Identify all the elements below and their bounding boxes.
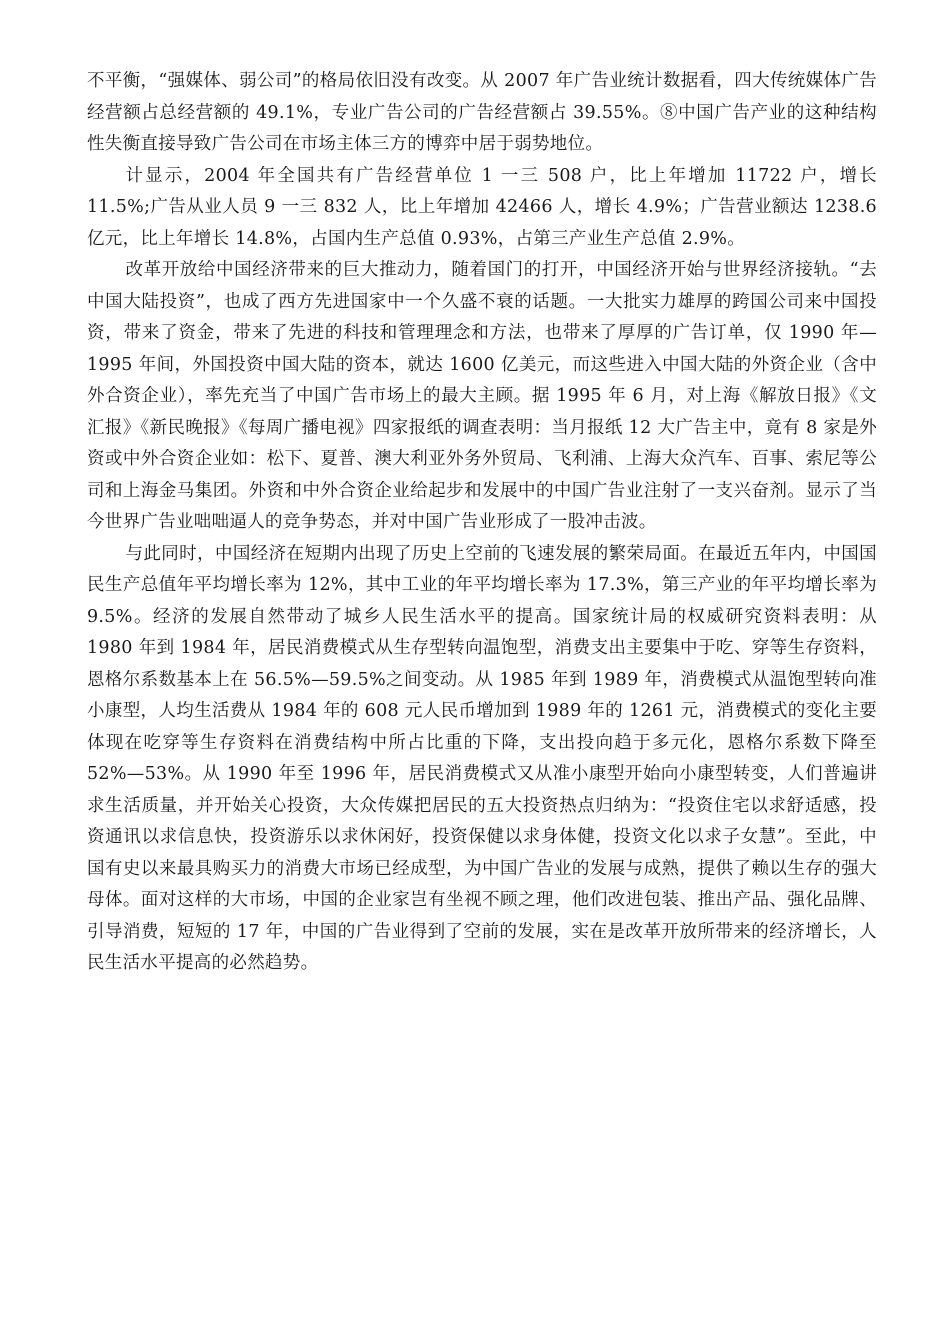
paragraph-1: 不平衡，“强媒体、弱公司”的格局依旧没有改变。从 2007 年广告业统计数据看，四大传统媒体广告经营额占总经营额的 49.1%，专业广告公司的广告经营额占 39.55%。⑧中国广告产业的这种结构性失衡直接导致广告公司在市场主体三方的博弈中居于弱势地位。 [87,71,877,154]
document-page [87,66,877,980]
paragraph-4: 与此同时，中国经济在短期内出现了历史上空前的飞速发展的繁荣局面。在最近五年内，中国国民生产总值年平均增长率为 12%，其中工业的年平均增长率为 17.3%，第三产业的年平均增长率为 9.5%。经济的发展自然带动了城乡人民生活水平的提高。国家统计局的权威研究资料表明：从 1980 年到 1984 年，居民消费模式从生存型转向温饱型，消费支出主要集中于吃、穿等生存资料，恩格尔系数基本上在 56.5%—59.5%之间变动。从 1985 年到 1989 年，消费模式从温饱型转向准小康型，人均生活费从 1984 年的 608 元人民币增加到 1989 年的 1261 元，消费模式的变化主要体现在吃穿等生存资料在消费结构中所占比重的下降，支出投向趋于多元化，恩格尔系数下降至 52%—53%。从 1990 年至 1996 年，居民消费模式又从准小康型开始向小康型转变，人们普遍讲求生活质量，并开始关心投资，大众传媒把居民的五大投资热点归纳为：“投资住宅以求舒适感，投资通讯以求信息快，投资游乐以求休闲好，投资保健以求身体健，投资文化以求子女慧”。至此，中国有史以来最具购买力的消费大市场已经成型，为中国广告业的发展与成熟，提供了赖以生存的强大母体。面对这样的大市场，中国的企业家岂有坐视不顾之理，他们改进包装、推出产品、强化品牌、引导消费，短短的 17 年，中国的广告业得到了空前的发展，实在是改革开放所带来的经济增长，人民生活水平提高的必然趋势。 [87,543,877,973]
paragraph-3: 改革开放给中国经济带来的巨大推动力，随着国门的打开，中国经济开始与世界经济接轨。“去中国大陆投资”，也成了西方先进国家中一个久盛不衰的话题。一大批实力雄厚的跨国公司来中国投资，带来了资金，带来了先进的科技和管理理念和方法，也带来了厚厚的广告订单，仅 1990 年—1995 年间，外国投资中国大陆的资本，就达 1600 亿美元，而这些进入中国大陆的外资企业（含中外合资企业），率先充当了中国广告市场上的最大主顾。据 1995 年 6 月，对上海《解放日报》《文汇报》《新民晚报》《每周广播电视》四家报纸的调查表明：当月报纸 12 大广告主中，竟有 8 家是外资或中外合资企业如：松下、夏普、澳大利亚外务外贸局、飞利浦、上海大众汽车、百事、索尼等公司和上海金马集团。外资和中外合资企业给起步和发展中的中国广告业注射了一支兴奋剂。显示了当今世界广告业咄咄逼人的竞争势态，并对中国广告业形成了一股冲击波。 [87,260,877,532]
paragraph-2: 计显示，2004 年全国共有广告经营单位 1 一三 508 户，比上年增加 11722 户，增长 11.5%;广告从业人员 9 一三 832 人，比上年增加 42466 人，增长 4.9%；广告营业额达 1238.6 亿元，比上年增长 14.8%，占国内生产总值 0.93%，占第三产业生产总值 2.9%。 [87,165,877,249]
